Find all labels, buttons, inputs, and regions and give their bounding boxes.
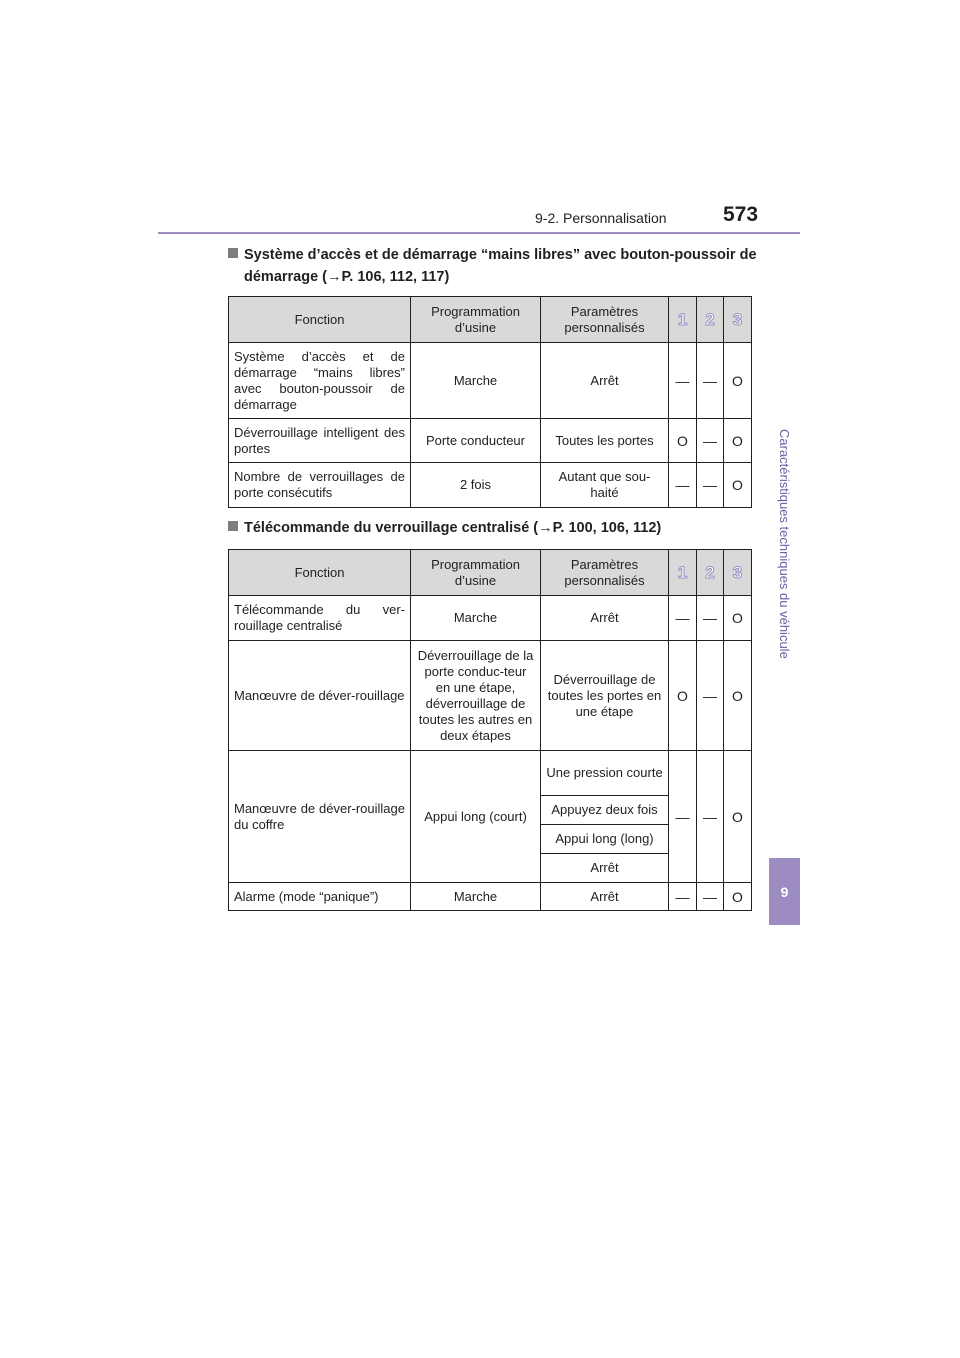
mark-cell: —: [669, 463, 697, 508]
number-3-icon: 3: [732, 309, 743, 329]
mark-cell: —: [697, 641, 724, 751]
section-2-heading: [228, 517, 661, 539]
table-row: [229, 343, 752, 419]
number-2-icon: 2: [705, 562, 715, 582]
custom-cell: Arrêt: [541, 883, 669, 911]
section-2-title: Télécommande du verrouillage centralisé (→P. 100, 106, 112): [244, 520, 662, 536]
custom-option-cell: Une pression courte: [541, 751, 669, 796]
mark-cell: O: [724, 463, 752, 508]
table-row: [229, 596, 752, 641]
customization-table-2: [228, 549, 752, 911]
mark-cell: —: [697, 596, 724, 641]
section-label: 9-2. Personnalisation: [535, 210, 667, 226]
mark-cell: —: [697, 751, 724, 883]
custom-cell: Autant que sou-haité: [541, 463, 669, 508]
mark-cell: O: [724, 343, 752, 419]
header-factory-setting: Programmation d’usine: [411, 550, 541, 596]
header-custom-settings: Paramètres personnalisés: [541, 550, 669, 596]
mark-cell: —: [669, 883, 697, 911]
square-bullet-icon: [228, 248, 238, 258]
function-cell: Déverrouillage intelligent des portes: [229, 419, 411, 463]
customization-table-1: [228, 296, 752, 508]
mark-cell: O: [669, 641, 697, 751]
function-cell: Système d’accès et de démarrage “mains libres” avec bouton-poussoir de démarrage: [229, 343, 411, 419]
function-cell: Télécommande du ver-rouillage centralisé: [229, 596, 411, 641]
factory-cell: Déverrouillage de la porte conduc-teur en une étape, déverrouillage de toutes les autres en deux étapes: [411, 641, 541, 751]
number-3-icon: 3: [732, 562, 743, 582]
factory-cell: 2 fois: [411, 463, 541, 508]
factory-cell: Porte conducteur: [411, 419, 541, 463]
mark-cell: —: [697, 463, 724, 508]
page-number: 573: [723, 203, 759, 226]
mark-cell: O: [669, 419, 697, 463]
mark-cell: —: [697, 419, 724, 463]
function-cell: Manœuvre de déver-rouillage: [229, 641, 411, 751]
number-2-icon: 2: [705, 309, 715, 329]
factory-cell: Marche: [411, 343, 541, 419]
header-col-3: [724, 550, 752, 596]
mark-cell: O: [724, 641, 752, 751]
factory-cell: Appui long (court): [411, 751, 541, 883]
number-1-icon: 1: [677, 309, 688, 329]
header-col-2: [697, 550, 724, 596]
header-col-3: [724, 297, 752, 343]
mark-cell: O: [724, 419, 752, 463]
custom-cell: Déverrouillage de toutes les portes en une étape: [541, 641, 669, 751]
function-cell: Nombre de verrouillages de porte consécutifs: [229, 463, 411, 508]
custom-cell: Arrêt: [541, 596, 669, 641]
mark-cell: —: [669, 751, 697, 883]
header-col-1: [669, 550, 697, 596]
custom-option-cell: Appui long (long): [541, 825, 669, 854]
mark-cell: O: [724, 751, 752, 883]
mark-cell: O: [724, 596, 752, 641]
header-divider: [158, 232, 800, 234]
custom-option-cell: Arrêt: [541, 854, 669, 883]
table-row: [229, 883, 752, 911]
function-cell: Manœuvre de déver-rouillage du coffre: [229, 751, 411, 883]
table-row: [229, 419, 752, 463]
section-1-heading: [228, 244, 757, 288]
chapter-side-tab-title: Caractéristiques techniques du véhicule: [777, 429, 792, 659]
header-col-2: [697, 297, 724, 343]
header-col-1: [669, 297, 697, 343]
custom-cell: Toutes les portes: [541, 419, 669, 463]
header-function: Fonction: [229, 297, 411, 343]
factory-cell: Marche: [411, 883, 541, 911]
mark-cell: —: [669, 596, 697, 641]
header-custom-settings: Paramètres personnalisés: [541, 297, 669, 343]
mark-cell: O: [724, 883, 752, 911]
custom-option-cell: Appuyez deux fois: [541, 796, 669, 825]
table-row: [229, 751, 752, 796]
mark-cell: —: [697, 343, 724, 419]
number-1-icon: 1: [677, 562, 688, 582]
factory-cell: Marche: [411, 596, 541, 641]
section-1-title-line1: Système d’accès et de démarrage “mains libres” avec bouton-poussoir de: [244, 247, 757, 263]
square-bullet-icon: [228, 521, 238, 531]
function-cell: Alarme (mode “panique”): [229, 883, 411, 911]
mark-cell: —: [669, 343, 697, 419]
header-factory-setting: Programmation d’usine: [411, 297, 541, 343]
header-function: Fonction: [229, 550, 411, 596]
table-row: [229, 463, 752, 508]
mark-cell: —: [697, 883, 724, 911]
custom-cell: Arrêt: [541, 343, 669, 419]
table-row: [229, 641, 752, 751]
section-1-title-line2: démarrage (→P. 106, 112, 117): [244, 269, 450, 285]
chapter-number-badge: 9: [769, 858, 800, 925]
